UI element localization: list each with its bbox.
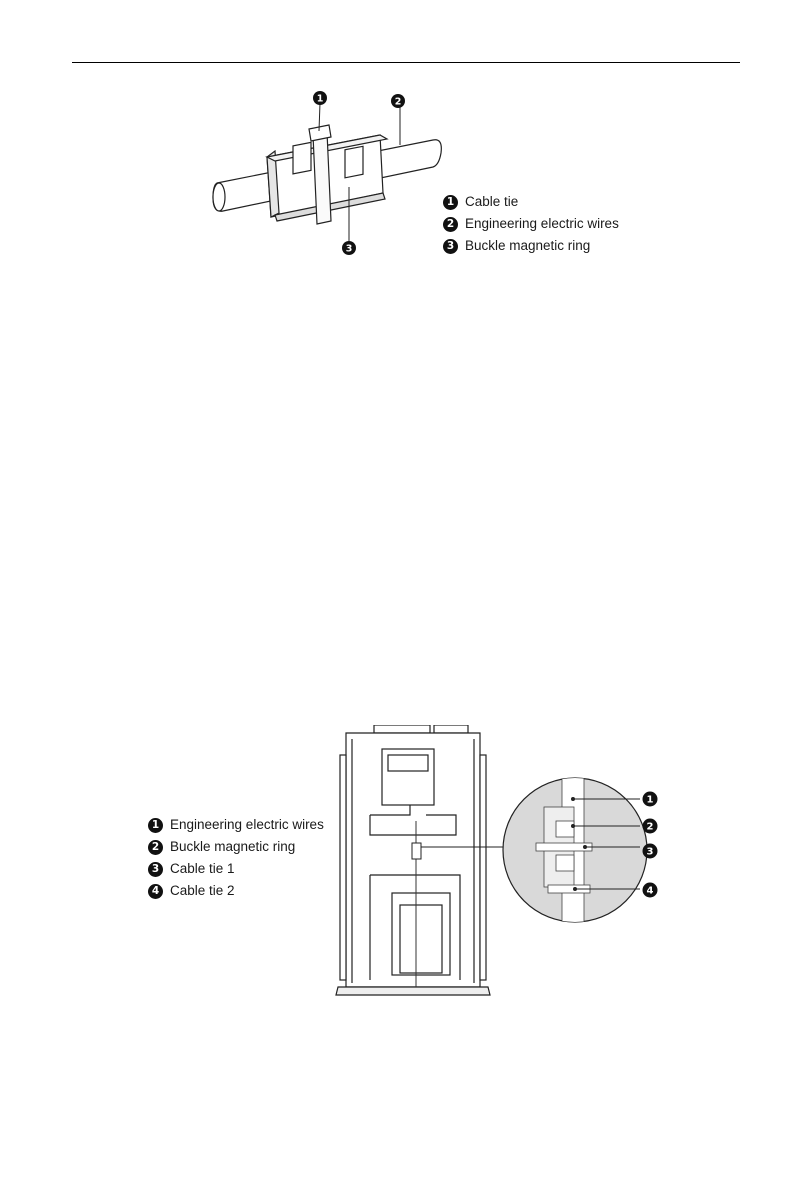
legend-number: 1: [148, 818, 163, 833]
legend-label: Engineering electric wires: [465, 216, 619, 231]
figure-1-callout-1: 1: [316, 93, 324, 105]
figure-2-legend: [148, 814, 324, 902]
legend-number: 2: [148, 840, 163, 855]
figure-2-callout-2: 2: [646, 821, 654, 833]
legend-number: 1: [443, 195, 458, 210]
legend-item: [443, 213, 619, 235]
legend-number: 3: [443, 239, 458, 254]
legend-label: Buckle magnetic ring: [170, 839, 296, 854]
figure-2-callout-1: 1: [646, 794, 654, 806]
legend-label: Buckle magnetic ring: [465, 238, 591, 253]
figure-1-callout-2: 2: [394, 96, 402, 108]
legend-item: [148, 836, 324, 858]
figure-1-callout-3: 3: [345, 243, 353, 255]
legend-label: Engineering electric wires: [170, 817, 324, 832]
legend-label: Cable tie: [465, 194, 519, 209]
figure-2-callout-3: 3: [646, 846, 654, 858]
figure-2-callout-4: 4: [646, 885, 654, 897]
legend-number: 3: [148, 862, 163, 877]
legend-number: 2: [443, 217, 458, 232]
legend-number: 4: [148, 884, 163, 899]
legend-label: Cable tie 2: [170, 883, 235, 898]
figure-1-magnetic-ring-illustration: [205, 85, 445, 265]
legend-item: [443, 191, 619, 213]
legend-item: [148, 814, 324, 836]
figure-1-legend: [443, 191, 619, 257]
figure-2-outdoor-unit-illustration: [330, 725, 680, 1000]
header-rule: [72, 62, 740, 63]
legend-item: [148, 858, 324, 880]
legend-item: [148, 880, 324, 902]
legend-label: Cable tie 1: [170, 861, 235, 876]
legend-item: [443, 235, 619, 257]
